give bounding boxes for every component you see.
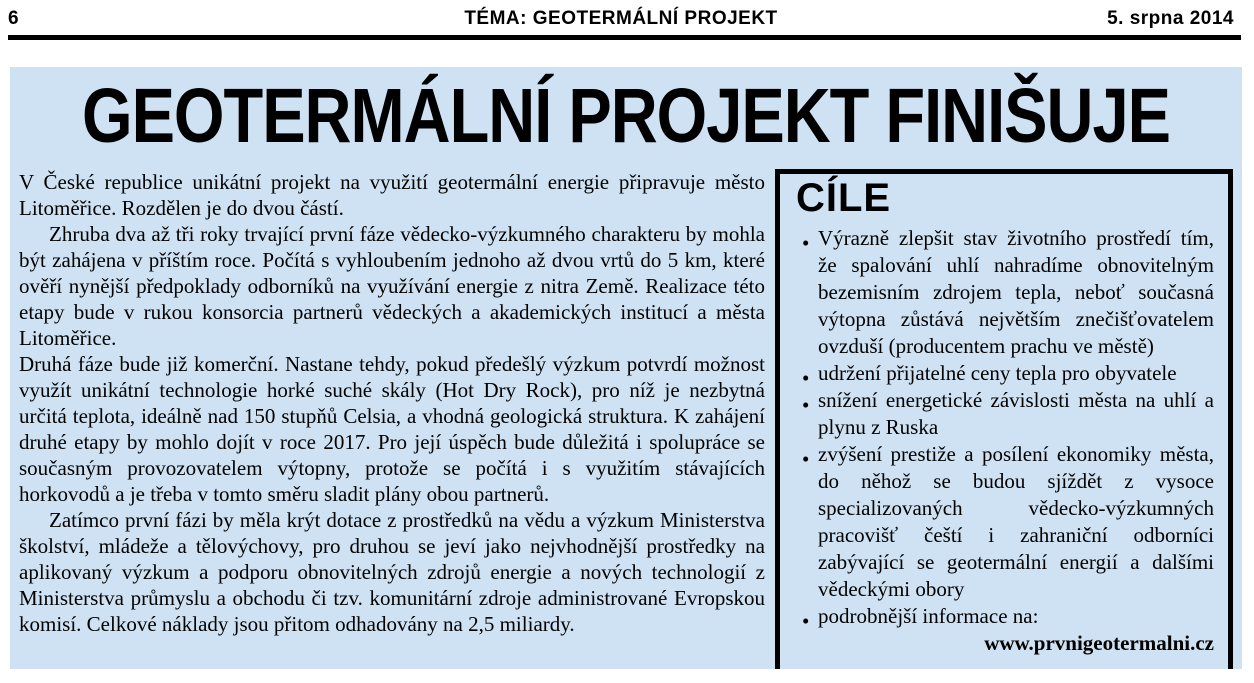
article-headline: GEOTERMÁLNÍ PROJEKT FINIŠUJE: [82, 71, 1170, 159]
article-paragraph: Druhá fáze bude již komerční. Nastane tehdy, pokud předešlý výzkum potvrdí možnost využít unikátní technologie horké suché skály (Hot Dry Rock), pro níž je nezbytná určitá teplota, ideálně nad 150 stupňů Celsia, a vhodná geologická struktura. K zahájení druhé etapy by mohlo dojít v roce 2017. Pro její úspěch bude důležitá i spolupráce se současným provozovatelem výtopny, protože se počítá i s využitím stávajících horkovodů a je třeba v tomto směru sladit plány obou partnerů.: [19, 352, 765, 506]
article-paragraph: V České republice unikátní projekt na využití geotermální energie připravuje město Litoměřice. Rozdělen je do dvou částí.: [19, 170, 765, 220]
article-panel: [10, 67, 1242, 669]
goals-list-item: • snížení energetické závislosti města na uhlí a plynu z Ruska: [818, 387, 1214, 441]
article-body: [19, 169, 765, 669]
goals-box: [775, 169, 1233, 669]
goals-list: [796, 225, 1214, 657]
section-title: TÉMA: GEOTERMÁLNÍ PROJEKT: [464, 8, 778, 29]
goals-list-item: • Výrazně zlepšit stav životního prostředí tím, že spalování uhlí nahradíme obnovitelným bezemisním zdrojem tepla, neboť současná výtopna zůstává největším znečišťovatelem ovzduší (producentem prachu ve městě): [818, 225, 1214, 360]
article-paragraph: Zhruba dva až tři roky trvající první fáze vědecko-výzkumného charakteru by mohla být zahájena v příštím roce. Počítá s vyhloubením jednoho až dvou vrtů do 5 km, které ověří nynější předpoklady odborníků na využívání energie z nitra Země. Realizace této etapy bude v rukou konsorcia partnerů vědeckých a akademických institucí a města Litoměřice.: [19, 222, 765, 350]
website-link: www.prvnigeotermalni.cz: [984, 631, 1214, 655]
page-number: 6: [8, 8, 20, 29]
masthead-rule: [8, 35, 1241, 40]
article-paragraph: Zatímco první fázi by měla krýt dotace z prostředků na vědu a výzkum Ministerstva školství, mládeže a tělovýchovy, pro druhou se jeví jako nejvhodnější prostředky na aplikovaný výzkum a podporu obnovitelných zdrojů energie a nových technologií z Ministerstva průmyslu a obchodu či tzv. komunitární zdroje administrované Evropskou komisí. Celkové náklady jsou přitom odhadovány na 2,5 miliardy.: [19, 508, 765, 636]
goals-list-item: • zvýšení prestiže a posílení ekonomiky města, do něhož se budou sjíždět z vysoce specializovaných vědecko-výzkumných pracovišť čeští i zahraniční odborníci zabývající se geotermální energií a dalšími vědeckými obory: [818, 441, 1214, 603]
headline-wrap: [19, 67, 1233, 163]
goals-list-item: [818, 603, 1214, 657]
goals-list-item: • udržení přijatelné ceny tepla pro obyvatele: [818, 360, 1214, 387]
goals-info-label: podrobnější informace na:: [818, 604, 1039, 628]
masthead: [0, 0, 1254, 31]
panel-content: [19, 163, 1233, 669]
issue-date: 5. srpna 2014: [1107, 8, 1234, 29]
goals-box-title: CÍLE: [796, 176, 892, 220]
